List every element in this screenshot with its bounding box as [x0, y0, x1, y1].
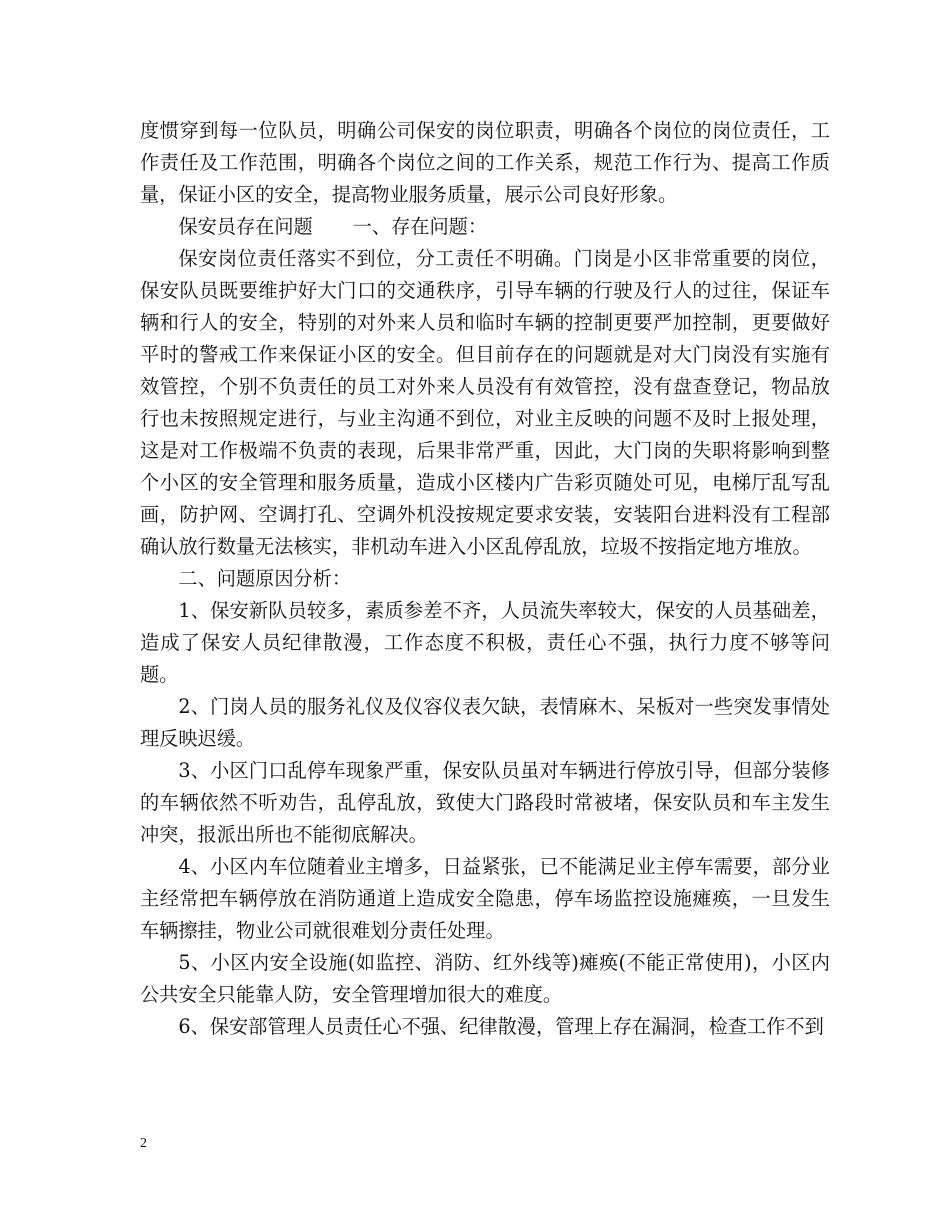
- paragraph-cause-2: 2、门岗人员的服务礼仪及仪容仪表欠缺，表情麻木、呆板对一些突发事情处理反映迟缓。: [140, 695, 830, 750]
- paragraph-cause-6: 6、保安部管理人员责任心不强、纪律散漫，管理上存在漏洞，检查工作不到: [178, 1015, 824, 1038]
- paragraph-intro-continuation: 度惯穿到每一位队员，明确公司保安的岗位职责，明确各个岗位的岗位责任，工作责任及工作范围，明确各个岗位之间的工作关系，规范工作行为、提高工作质量，保证小区的安全，提高物业服务质量，展示公司良好形象。: [140, 119, 830, 206]
- document-body: [140, 115, 830, 1043]
- paragraph-cause-4: 4、小区内车位随着业主增多，日益紧张，已不能满足业主停车需要，部分业主经常把车辆停放在消防通道上造成安全隐患，停车场监控设施瘫痪，一旦发生车辆擦挂，物业公司就很难划分责任处理。: [140, 855, 830, 942]
- section-heading-problems: [140, 211, 830, 243]
- paragraph-cause-3: 3、小区门口乱停车现象严重，保安队员虽对车辆进行停放引导，但部分装修的车辆依然不听劝告，乱停乱放，致使大门路段时常被堵，保安队员和车主发生冲突，报派出所也不能彻底解决。: [140, 759, 830, 846]
- section-heading-cause-analysis: 二、问题原因分析：: [178, 567, 352, 590]
- paragraph-cause-5: 5、小区内安全设施(如监控、消防、红外线等)瘫痪(不能正常使用)，小区内公共安全只能靠人防，安全管理增加很大的难度。: [140, 951, 830, 1006]
- page-number: 2: [140, 1136, 147, 1151]
- paragraph-problem-description: 保安岗位责任落实不到位，分工责任不明确。门岗是小区非常重要的岗位，保安队员既要维护好大门口的交通秩序，引导车辆的行驶及行人的过往，保证车辆和行人的安全，特别的对外来人员和临时车辆的控制更要严加控制，更要做好平时的警戒工作来保证小区的安全。但目前存在的问题就是对大门岗没有实施有效管控，个别不负责任的员工对外来人员没有有效管控，没有盘查登记，物品放行也未按照规定进行，与业主沟通不到位，对业主反映的问题不及时上报处理，这是对工作极端不负责的表现，后果非常严重，因此，大门岗的失职将影响到整个小区的安全管理和服务质量，造成小区楼内广告彩页随处可见，电梯厅乱写乱画，防护网、空调打孔、空调外机没按规定要求安装，安装阳台进料没有工程部确认放行数量无法核实，非机动车进入小区乱停乱放，垃圾不按指定地方堆放。: [140, 247, 830, 558]
- heading-left: 保安员存在问题: [178, 215, 313, 238]
- paragraph-cause-1: 1、保安新队员较多，素质参差不齐，人员流失率较大，保安的人员基础差，造成了保安人员纪律散漫，工作态度不积极，责任心不强，执行力度不够等问题。: [140, 599, 830, 686]
- heading-right: 一、存在问题：: [352, 215, 488, 238]
